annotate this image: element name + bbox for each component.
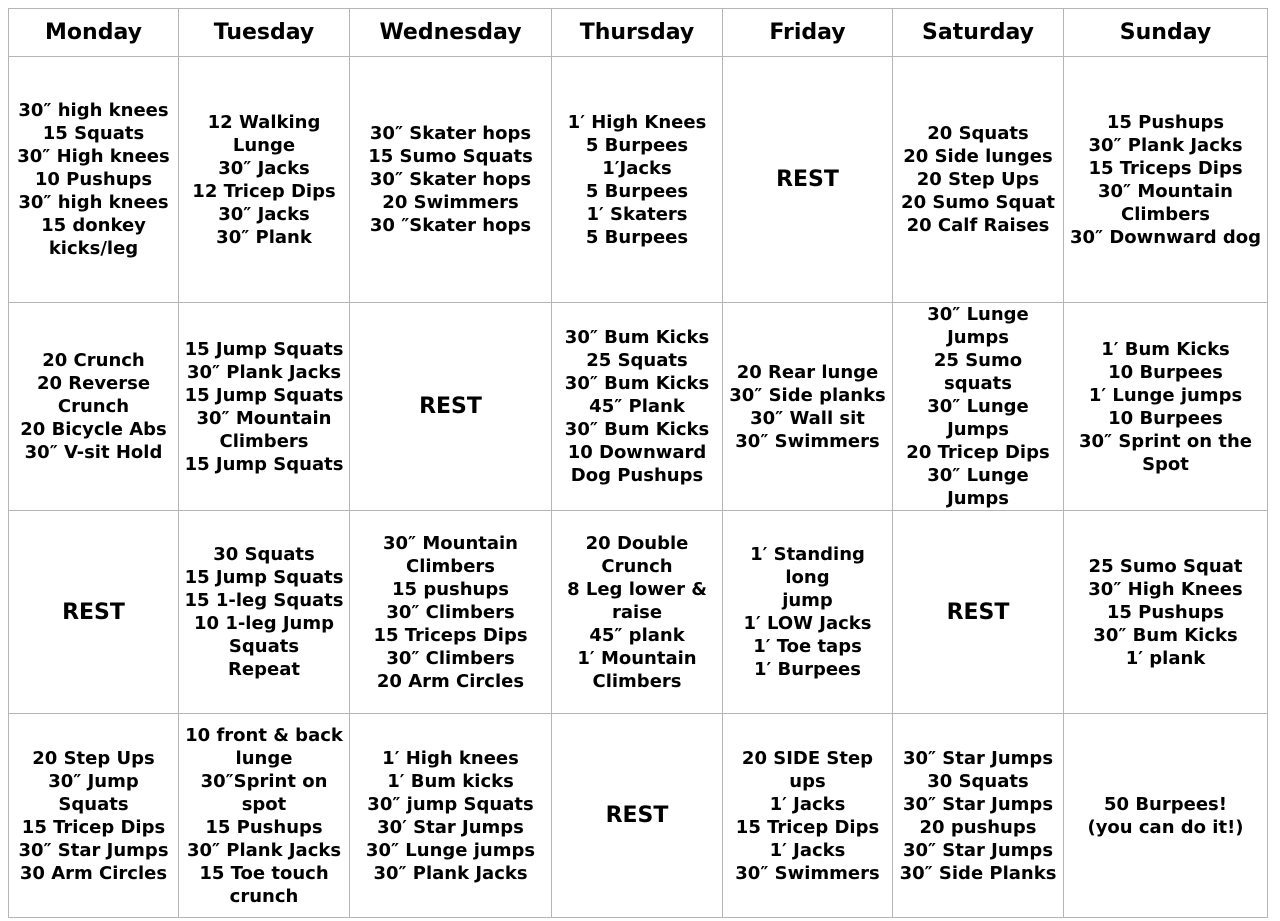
day-cell-week2-sunday <box>1064 303 1268 511</box>
exercise-line: 1′ Burpees <box>754 659 861 680</box>
day-header-sunday: Sunday <box>1064 9 1268 57</box>
exercise-line: 15 Triceps Dips <box>1088 157 1243 179</box>
workout-list <box>1068 338 1263 476</box>
day-cell-week2-friday <box>723 303 893 511</box>
workout-calendar <box>8 8 1268 918</box>
rest-text: REST <box>946 599 1010 625</box>
exercise-line: jump <box>782 590 833 611</box>
exercise-line: 45″ plank <box>589 624 685 646</box>
exercise-line: 30″ Jacks <box>218 157 310 179</box>
exercise-line: kicks/leg <box>48 238 139 259</box>
workout-list <box>183 111 345 249</box>
exercise-line: 30″ Side Planks <box>899 862 1057 884</box>
exercise-line: 30″ Mountain <box>383 532 518 554</box>
day-cell-week4-sunday <box>1064 714 1268 918</box>
exercise-line: 10 front & back <box>185 724 343 746</box>
exercise-line: 20 Sumo Squat <box>901 192 1055 213</box>
day-cell-week2-tuesday <box>179 303 350 511</box>
exercise-line: Crunch <box>57 396 130 417</box>
day-cell-week4-thursday <box>552 714 723 918</box>
workout-list <box>556 111 718 249</box>
rest-text: REST <box>62 599 125 625</box>
exercise-line: 30″ Bum Kicks <box>564 419 710 440</box>
exercise-line: 20 Tricep Dips <box>906 442 1050 463</box>
exercise-line: 10 1-leg Jump <box>194 613 334 634</box>
exercise-line: 30″ V-sit Hold <box>24 442 163 463</box>
exercise-line: 30″ Jacks <box>218 203 310 225</box>
exercise-line: Repeat <box>228 659 300 680</box>
exercise-line: 12 Walking <box>207 111 321 133</box>
day-cell-week3-sunday <box>1064 511 1268 714</box>
exercise-line: 15 pushups <box>392 578 509 600</box>
exercise-line: 20 SIDE Step ups <box>741 747 874 792</box>
exercise-line: crunch <box>229 885 299 907</box>
exercise-line: 1′ Bum Kicks <box>1101 338 1230 360</box>
exercise-line: 30″ Lunge Jumps <box>927 465 1029 509</box>
day-cell-week2-monday <box>9 303 179 511</box>
exercise-line: 20 Double Crunch <box>585 532 689 577</box>
day-cell-week1-tuesday <box>179 57 350 303</box>
rest-day-label <box>556 804 718 827</box>
exercise-line: 30″ jump Squats <box>367 793 534 815</box>
day-header-thursday: Thursday <box>552 9 723 57</box>
exercise-line: 1′ Jacks <box>769 839 846 861</box>
exercise-line: 15 Jump Squats <box>184 338 344 360</box>
workout-list <box>183 724 345 908</box>
week-row-4 <box>9 714 1268 918</box>
day-cell-week4-wednesday <box>350 714 552 918</box>
workout-list <box>13 99 174 260</box>
day-cell-week3-saturday <box>893 511 1064 714</box>
exercise-line: 15 Jump Squats <box>184 453 344 475</box>
rest-day-label <box>354 395 547 418</box>
day-cell-week3-friday <box>723 511 893 714</box>
exercise-line: 30″ Star Jumps <box>902 793 1054 815</box>
exercise-line: 15 Triceps Dips <box>373 624 528 646</box>
exercise-line: 20 Bicycle Abs <box>20 419 167 440</box>
day-header-monday: Monday <box>9 9 179 57</box>
exercise-line: 30″ Jump Squats <box>48 770 139 815</box>
workout-list <box>727 747 888 885</box>
workout-list <box>13 349 174 464</box>
workout-list <box>1068 793 1263 839</box>
workout-list <box>1068 111 1263 249</box>
day-header-row <box>9 9 1268 57</box>
exercise-line: 20 Crunch <box>42 350 145 371</box>
day-cell-week2-saturday <box>893 303 1064 511</box>
exercise-line: 15 Pushups <box>1106 601 1225 623</box>
exercise-line: Dog Pushups <box>570 465 704 486</box>
workout-list <box>556 326 718 487</box>
exercise-line: 45″ Plank <box>589 396 685 417</box>
day-cell-week4-tuesday <box>179 714 350 918</box>
day-cell-week3-monday <box>9 511 179 714</box>
exercise-line: Spot <box>1142 453 1189 475</box>
day-cell-week4-monday <box>9 714 179 918</box>
workout-list <box>13 747 174 885</box>
day-cell-week2-thursday <box>552 303 723 511</box>
exercise-line: 30″ Star Jumps <box>18 839 169 861</box>
workout-list <box>727 543 888 681</box>
workout-list <box>354 747 547 885</box>
exercise-line: 20 Arm Circles <box>376 670 525 692</box>
exercise-line: 30″ Bum Kicks <box>1093 624 1238 646</box>
day-cell-week3-tuesday <box>179 511 350 714</box>
exercise-line: 20 Reverse <box>36 373 151 394</box>
exercise-line: 1′ Skaters <box>586 203 688 225</box>
exercise-line: 1′ LOW Jacks <box>743 613 872 634</box>
week-row-2 <box>9 303 1268 511</box>
exercise-line: 30″ Lunge Jumps <box>927 304 1029 348</box>
exercise-line: 30″ Sprint on the <box>1078 430 1252 452</box>
exercise-line: 30 ″Skater hops <box>369 215 532 236</box>
exercise-line: 15 Tricep Dips <box>21 816 166 838</box>
exercise-line: 15 Jump Squats <box>184 567 344 588</box>
day-cell-week1-saturday <box>893 57 1064 303</box>
exercise-line: 25 Squats <box>586 350 688 371</box>
rest-day-label <box>897 601 1059 624</box>
exercise-line: Climbers <box>592 670 682 692</box>
exercise-line: lunge <box>235 747 293 769</box>
exercise-line: 30″ High Knees <box>1088 578 1243 600</box>
exercise-line: 30″ High knees <box>17 146 170 167</box>
exercise-line: 30″ Plank Jacks <box>186 839 342 861</box>
exercise-line: 50 Burpees! <box>1104 793 1227 815</box>
workout-list <box>183 338 345 476</box>
exercise-line: 30 Squats <box>213 544 315 565</box>
exercise-line: 25 Sumo squats <box>933 350 1023 394</box>
exercise-line: 5 Burpees <box>585 226 689 248</box>
workout-list <box>897 122 1059 237</box>
exercise-line: 30″ Side planks <box>729 384 886 406</box>
exercise-line: Climbers <box>1121 203 1210 225</box>
exercise-line: 30″ Plank <box>216 226 312 248</box>
exercise-line: 15 Pushups <box>205 816 323 838</box>
exercise-line: 15 donkey <box>41 215 146 236</box>
exercise-line: 1′ Lunge jumps <box>1088 384 1243 406</box>
exercise-line: 30″ Mountain <box>1098 180 1233 202</box>
exercise-line: Squats <box>228 636 300 657</box>
exercise-line: 30 Arm Circles <box>19 862 168 884</box>
workout-list <box>897 303 1059 510</box>
rest-text: REST <box>605 803 669 828</box>
rest-day-label <box>727 168 888 191</box>
exercise-line: raise <box>611 601 663 623</box>
exercise-line: 20 Side lunges <box>903 146 1053 167</box>
exercise-line: 20 Step Ups <box>916 169 1040 190</box>
exercise-line: 30″ Bum Kicks <box>564 327 710 348</box>
exercise-line: 20 Calf Raises <box>906 215 1050 236</box>
exercise-line: 15 Jump Squats <box>184 384 344 406</box>
week-row-1 <box>9 57 1268 303</box>
day-cell-week1-wednesday <box>350 57 552 303</box>
exercise-line: 30″ Downward dog <box>1069 226 1262 248</box>
exercise-line: 30″ Climbers <box>386 601 515 623</box>
exercise-line: 15 Toe touch <box>199 862 329 884</box>
exercise-line: 30″ Skater hops <box>369 123 532 144</box>
exercise-line: 10 Downward <box>567 442 707 463</box>
exercise-line: 30″ Lunge jumps <box>365 839 536 861</box>
workout-list <box>897 747 1059 885</box>
rest-day-label <box>13 601 174 624</box>
workout-list <box>183 543 345 681</box>
exercise-line: 30″ Bum Kicks <box>564 373 710 394</box>
exercise-line: 1′ High Knees <box>567 111 707 133</box>
exercise-line: Climbers <box>219 430 309 452</box>
exercise-line: 1′ Jacks <box>769 793 846 815</box>
exercise-line: 15 Sumo Squats <box>368 146 533 167</box>
exercise-line: 30″ high knees <box>18 192 169 213</box>
exercise-line: 30″ Star Jumps <box>902 839 1054 861</box>
exercise-line: 30″ Skater hops <box>369 169 532 190</box>
day-cell-week1-sunday <box>1064 57 1268 303</box>
day-cell-week2-wednesday <box>350 303 552 511</box>
day-cell-week4-friday <box>723 714 893 918</box>
day-cell-week1-monday <box>9 57 179 303</box>
exercise-line: 1′ Mountain <box>577 647 697 669</box>
exercise-line: 1′ High knees <box>382 747 519 769</box>
exercise-line: 1′ Toe taps <box>753 636 862 657</box>
exercise-line: 30″Sprint on spot <box>200 770 328 815</box>
day-cell-week3-thursday <box>552 511 723 714</box>
exercise-line: 30″ Wall sit <box>750 407 865 429</box>
exercise-line: 20 Rear lunge <box>736 361 879 383</box>
exercise-line: 30″ Plank Jacks <box>186 361 342 383</box>
day-header-saturday: Saturday <box>893 9 1064 57</box>
exercise-line: 30″ Swimmers <box>735 430 880 452</box>
calendar-body <box>9 57 1268 918</box>
exercise-line: (you can do it!) <box>1087 816 1244 838</box>
exercise-line: 20 Squats <box>927 123 1029 144</box>
exercise-line: 25 Sumo Squat <box>1088 555 1243 577</box>
exercise-line: 10 Burpees <box>1108 407 1223 429</box>
rest-text: REST <box>419 394 482 419</box>
exercise-line: 1′Jacks <box>602 157 672 179</box>
day-header-friday: Friday <box>723 9 893 57</box>
workout-list <box>727 361 888 453</box>
exercise-line: 10 Pushups <box>34 169 153 190</box>
exercise-line: 12 Tricep Dips <box>192 180 336 202</box>
day-cell-week4-saturday <box>893 714 1064 918</box>
exercise-line: 20 Step Ups <box>32 747 155 769</box>
exercise-line: 10 Burpees <box>1108 361 1223 383</box>
exercise-line: 30 Squats <box>927 770 1029 792</box>
day-header-tuesday: Tuesday <box>179 9 350 57</box>
exercise-line: 15 Tricep Dips <box>735 816 880 838</box>
exercise-line: 15 1-leg Squats <box>184 590 344 611</box>
workout-list <box>354 122 547 237</box>
exercise-line: 30″ Swimmers <box>735 862 880 884</box>
exercise-line: 30″ Plank Jacks <box>373 862 528 884</box>
exercise-line: Climbers <box>406 555 495 577</box>
workout-list <box>1068 555 1263 670</box>
workout-list <box>556 532 718 693</box>
exercise-line: 1′ plank <box>1125 647 1206 669</box>
exercise-line: Lunge <box>232 134 296 156</box>
exercise-line: 1′ Bum kicks <box>387 770 514 792</box>
exercise-line: 5 Burpees <box>585 180 689 202</box>
exercise-line: 30″ high knees <box>18 100 169 121</box>
exercise-line: 30″ Star Jumps <box>902 747 1054 769</box>
week-row-3 <box>9 511 1268 714</box>
exercise-line: 20 Swimmers <box>382 192 519 213</box>
exercise-line: 15 Pushups <box>1106 111 1225 133</box>
day-cell-week3-wednesday <box>350 511 552 714</box>
rest-text: REST <box>776 167 839 192</box>
exercise-line: 30′ Star Jumps <box>377 816 524 838</box>
day-header-wednesday: Wednesday <box>350 9 552 57</box>
exercise-line: 1′ Standing long <box>750 544 865 588</box>
exercise-line: 30″ Plank Jacks <box>1088 134 1243 156</box>
exercise-line: 8 Leg lower & <box>567 578 707 600</box>
exercise-line: 5 Burpees <box>585 134 689 156</box>
exercise-line: 15 Squats <box>42 123 145 144</box>
day-cell-week1-friday <box>723 57 893 303</box>
exercise-line: 30″ Climbers <box>386 647 515 669</box>
exercise-line: 30″ Mountain <box>196 407 332 429</box>
exercise-line: 20 pushups <box>919 816 1037 838</box>
day-cell-week1-thursday <box>552 57 723 303</box>
workout-list <box>354 532 547 693</box>
exercise-line: 30″ Lunge Jumps <box>927 396 1029 440</box>
